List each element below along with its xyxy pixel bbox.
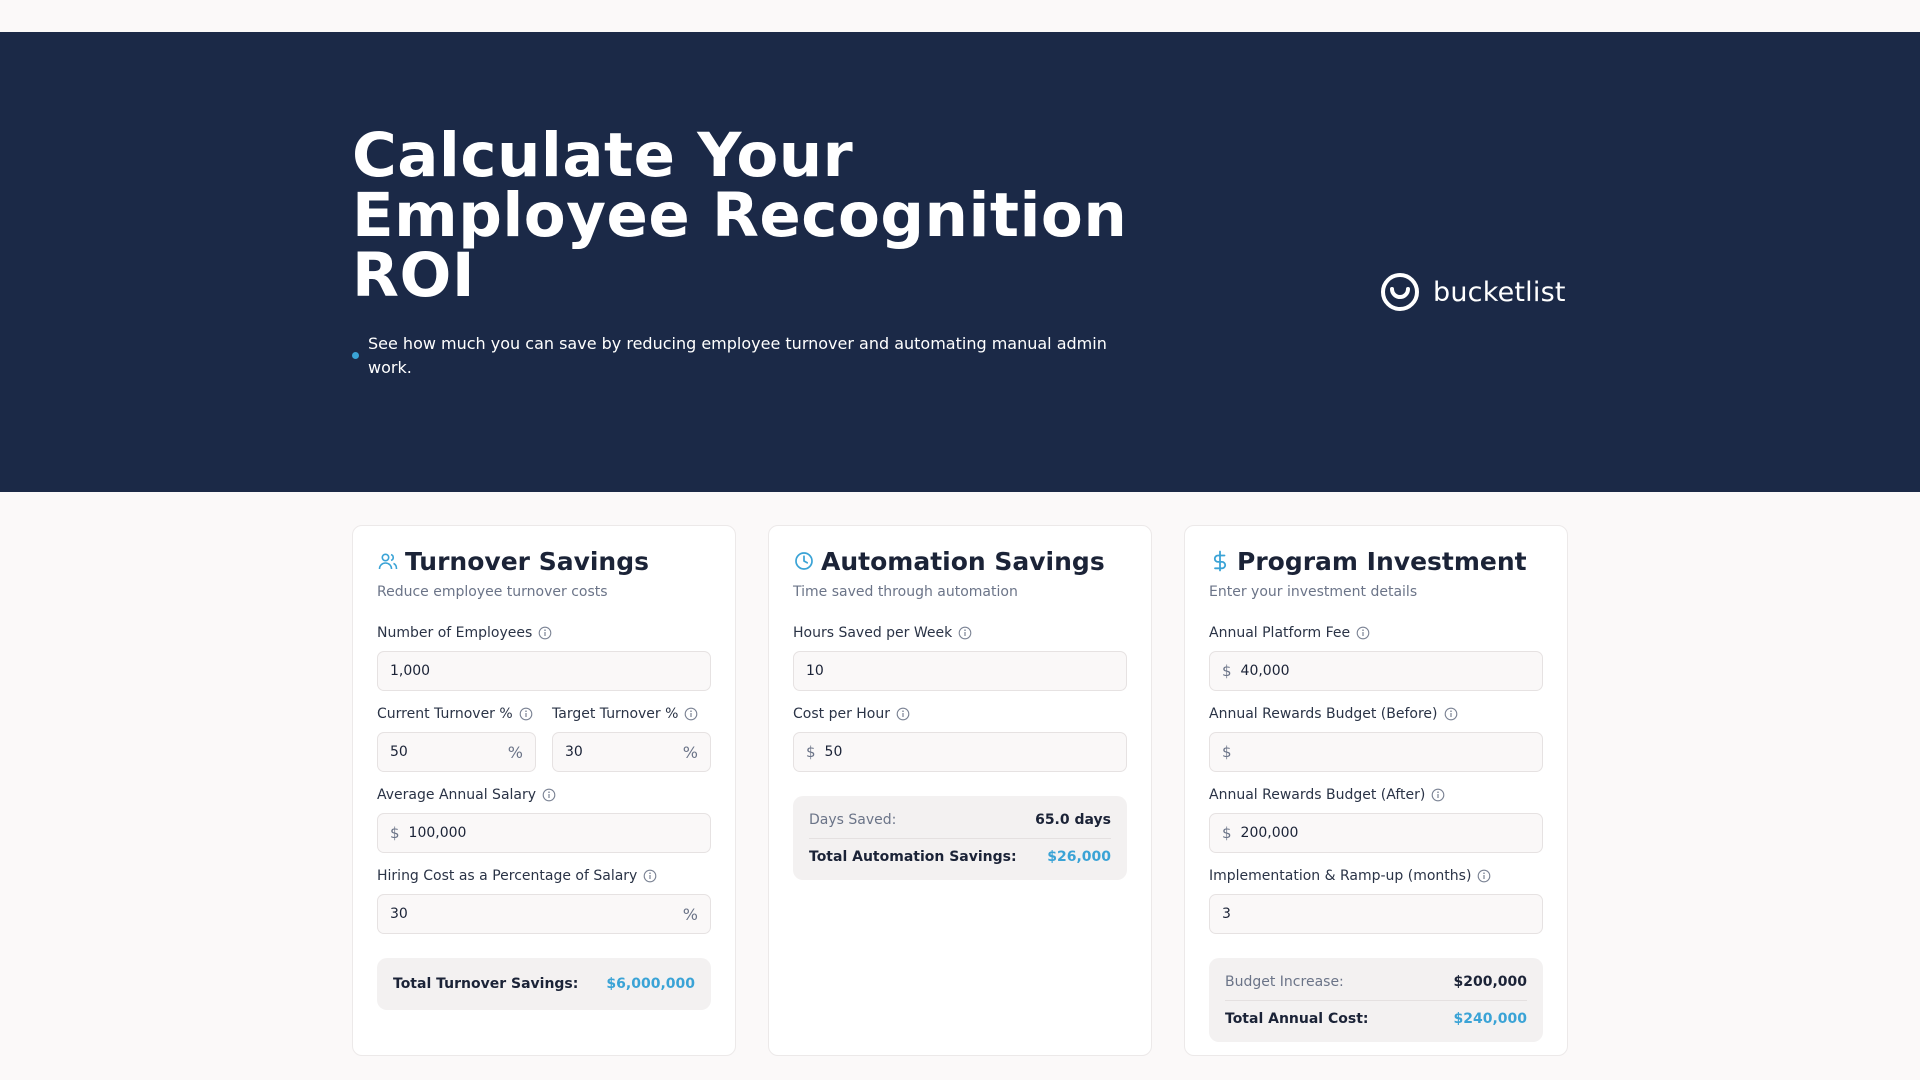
employees-input[interactable]: 1,000 (377, 651, 711, 691)
info-icon[interactable] (538, 626, 552, 640)
budget-before-field (1209, 705, 1543, 772)
platform-fee-input[interactable]: $ 40,000 (1209, 651, 1543, 691)
card-header (377, 546, 711, 576)
target-turnover-field (552, 705, 711, 772)
automation-summary (793, 796, 1127, 880)
percent-suffix: % (682, 742, 698, 762)
card-title: Turnover Savings (405, 546, 650, 576)
field-label: Hours Saved per Week (793, 625, 953, 641)
field-label: Annual Platform Fee (1209, 625, 1351, 641)
hours-saved-input[interactable]: 10 (793, 651, 1127, 691)
budget-after-input[interactable]: $ 200,000 (1209, 813, 1543, 853)
info-icon[interactable] (519, 707, 533, 721)
info-icon[interactable] (684, 707, 698, 721)
ramp-up-input[interactable]: 3 (1209, 894, 1543, 934)
bullet-dot-icon (352, 352, 359, 359)
summary-row: Days Saved: 65.0 days (809, 812, 1111, 828)
turnover-savings-card (352, 525, 736, 1056)
smile-logo-icon (1380, 272, 1420, 312)
info-icon[interactable] (542, 788, 556, 802)
card-header (793, 546, 1127, 576)
percent-suffix: % (682, 904, 698, 924)
info-icon[interactable] (1444, 707, 1458, 721)
info-icon[interactable] (1356, 626, 1370, 640)
info-icon[interactable] (643, 869, 657, 883)
hiring-cost-field (377, 867, 711, 934)
dollar-icon (1209, 550, 1231, 572)
summary-row: Budget Increase: $200,000 (1225, 974, 1527, 990)
field-label: Number of Employees (377, 625, 533, 641)
automation-savings-card (768, 525, 1152, 1056)
program-investment-card (1184, 525, 1568, 1056)
total-annual-cost: $240,000 (1453, 1010, 1527, 1027)
field-label: Target Turnover % (552, 706, 679, 722)
card-description: Reduce employee turnover costs (377, 584, 608, 600)
hero-banner (0, 32, 1920, 492)
budget-increase-value: $200,000 (1453, 974, 1527, 990)
salary-field (377, 786, 711, 853)
investment-summary (1209, 958, 1543, 1042)
summary-row: Total Annual Cost: $240,000 (1225, 1000, 1527, 1036)
hiring-cost-input[interactable]: 30 % (377, 894, 711, 934)
field-label: Cost per Hour (793, 706, 891, 722)
hero-subtitle (352, 332, 1122, 380)
currency-prefix: $ (806, 743, 816, 761)
summary-row: Total Automation Savings: $26,000 (809, 838, 1111, 874)
cost-per-hour-input[interactable]: $ 50 (793, 732, 1127, 772)
currency-prefix: $ (1222, 662, 1232, 680)
budget-after-field (1209, 786, 1543, 853)
percent-suffix: % (507, 742, 523, 762)
card-description: Enter your investment details (1209, 584, 1418, 600)
salary-input[interactable]: $ 100,000 (377, 813, 711, 853)
card-description: Time saved through automation (793, 584, 1018, 600)
info-icon[interactable] (896, 707, 910, 721)
summary-row: Total Turnover Savings: $6,000,000 (393, 976, 695, 992)
page-title: Calculate Your Employee Recognition ROI (352, 120, 1128, 311)
hero-subtitle-text: See how much you can save by reducing employee turnover and automating manual admin work. (368, 334, 1107, 377)
budget-before-input[interactable] (1209, 732, 1543, 772)
current-turnover-input[interactable]: 50 % (377, 732, 536, 772)
total-automation-savings: $26,000 (1047, 848, 1111, 865)
target-turnover-input[interactable]: 30 % (552, 732, 711, 772)
info-icon[interactable] (1477, 869, 1491, 883)
employees-field (377, 624, 711, 691)
users-icon (377, 550, 399, 572)
card-header (1209, 546, 1543, 576)
field-label: Annual Rewards Budget (Before) (1209, 706, 1438, 722)
ramp-up-field (1209, 867, 1543, 934)
top-bar (0, 0, 1920, 32)
brand-name: bucketlist (1433, 276, 1566, 308)
clock-icon (793, 550, 815, 572)
field-label: Average Annual Salary (377, 787, 537, 803)
field-label: Current Turnover % (377, 706, 513, 722)
current-turnover-field (377, 705, 536, 772)
total-turnover-savings: $6,000,000 (606, 976, 695, 992)
currency-prefix: $ (1222, 743, 1232, 761)
card-title: Program Investment (1237, 546, 1527, 576)
days-saved-value: 65.0 days (1035, 812, 1111, 828)
cost-per-hour-field (793, 705, 1127, 772)
card-title: Automation Savings (821, 546, 1105, 576)
info-icon[interactable] (958, 626, 972, 640)
currency-prefix: $ (1222, 824, 1232, 842)
field-label: Hiring Cost as a Percentage of Salary (377, 868, 638, 884)
info-icon[interactable] (1431, 788, 1445, 802)
platform-fee-field (1209, 624, 1543, 691)
hours-saved-field (793, 624, 1127, 691)
field-label: Implementation & Ramp-up (months) (1209, 868, 1472, 884)
field-label: Annual Rewards Budget (After) (1209, 787, 1426, 803)
turnover-summary (377, 958, 711, 1010)
brand-logo[interactable] (1380, 272, 1566, 312)
currency-prefix: $ (390, 824, 400, 842)
